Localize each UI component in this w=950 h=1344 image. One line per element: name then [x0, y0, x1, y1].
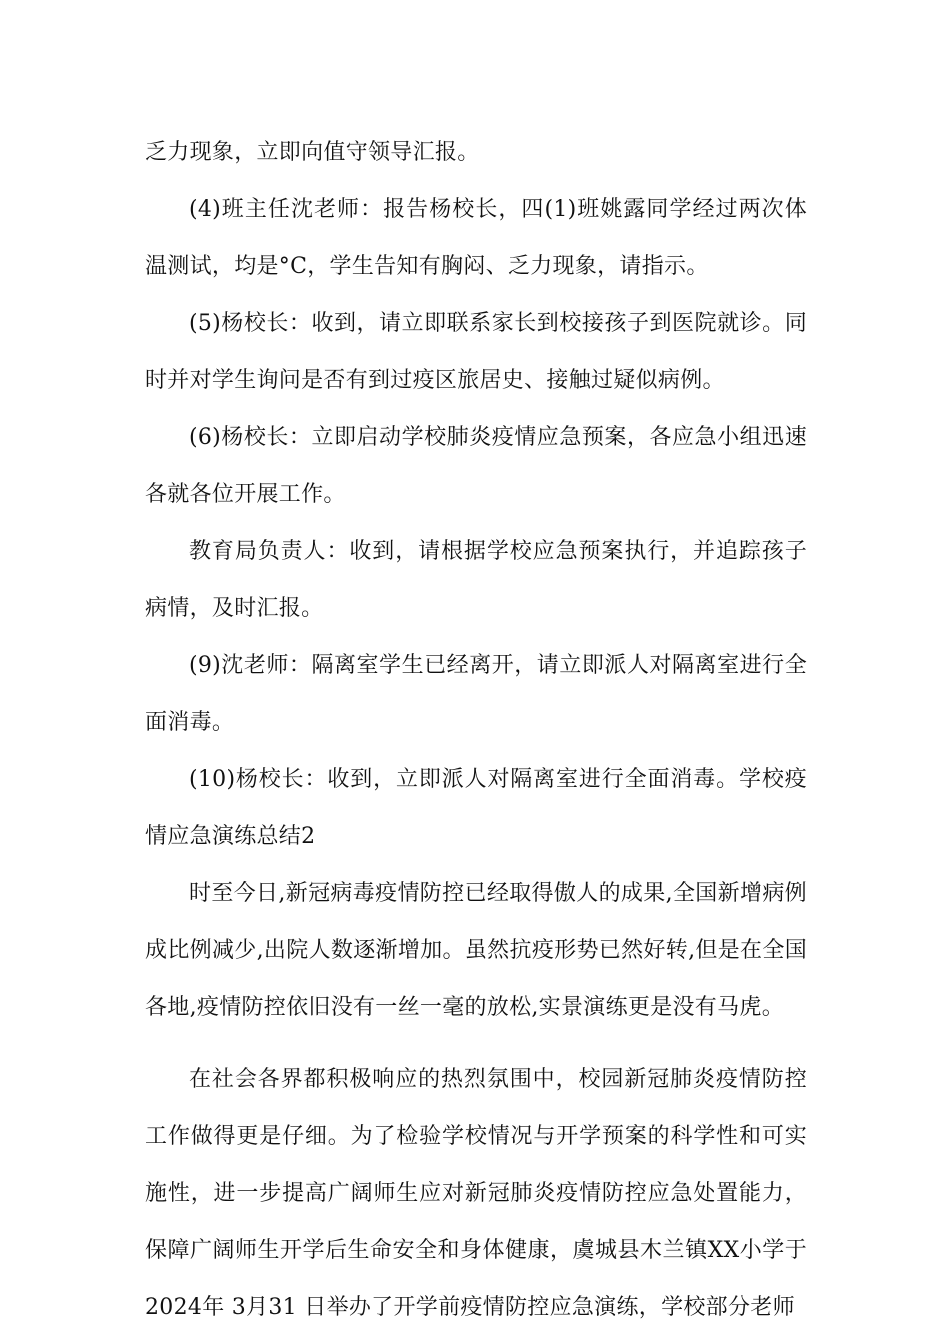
- paragraph-9: 在社会各界都积极响应的热烈氛围中，校园新冠肺炎疫情防控工作做得更是仔细。为了检验学校情况与开学预案的科学性和可实施性，进一步提高广阔师生应对新冠肺炎疫情防控应急处置能力，保障广阔师生开学后生命安全和身体健康，虞城县木兰镇XX小学于2024年 3月31 日举办了开学前疫情防控应急演练，学校部分老师: [145, 1067, 807, 1320]
- paragraph-5: 教育局负责人：收到，请根据学校应急预案执行，并追踪孩子病情，及时汇报。: [145, 539, 807, 621]
- paragraph-1: 乏力现象，立即向值守领导汇报。: [145, 140, 480, 165]
- paragraph-2: (4)班主任沈老师：报告杨校长，四(1)班姚露同学经过两次体温测试，均是°C，学生告知有胸闷、乏力现象，请指示。: [145, 197, 807, 279]
- paragraph-4: (6)杨校长：立即启动学校肺炎疫情应急预案，各应急小组迅速各就各位开展工作。: [145, 425, 807, 507]
- paragraph-8: 时至今日,新冠病毒疫情防控已经取得傲人的成果,全国新增病例成比例减少,出院人数逐渐增加。虽然抗疫形势已然好转,但是在全国各地,疫情防控依旧没有一丝一毫的放松,实景演练更是没有马虎。: [145, 881, 807, 1020]
- paragraph-7: (10)杨校长：收到，立即派人对隔离室进行全面消毒。学校疫情应急演练总结2: [145, 767, 807, 849]
- paragraph-6: (9)沈老师：隔离室学生已经离开，请立即派人对隔离室进行全面消毒。: [145, 653, 807, 735]
- document-body: [145, 124, 807, 1336]
- paragraph-3: (5)杨校长：收到，请立即联系家长到校接孩子到医院就诊。同时并对学生询问是否有到过疫区旅居史、接触过疑似病例。: [145, 311, 807, 393]
